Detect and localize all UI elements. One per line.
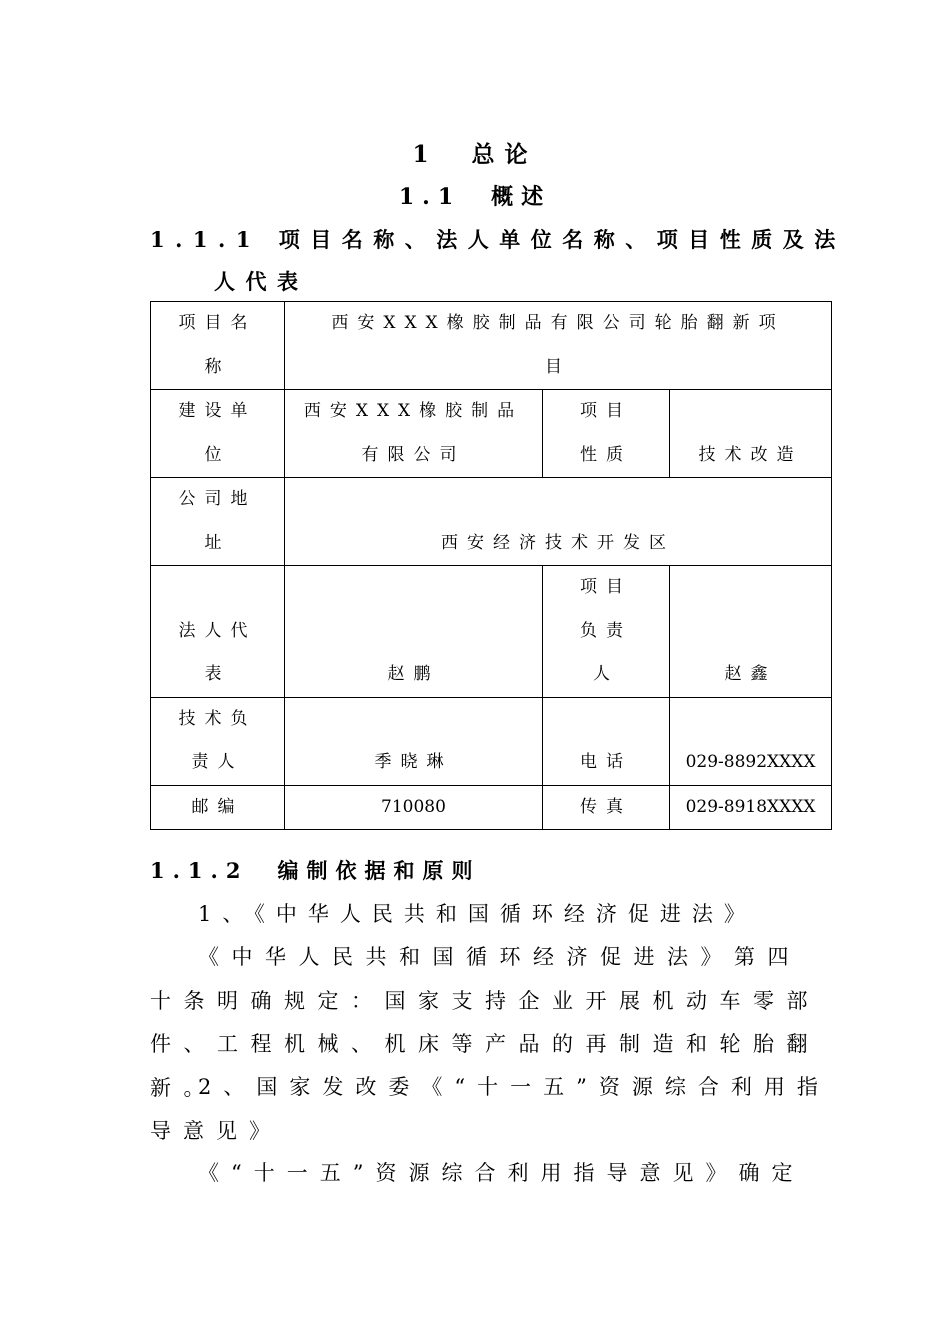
project-nature-value: 技术改造 — [670, 390, 832, 478]
address-label: 公司地 址 — [151, 478, 285, 566]
legal-rep-value: 赵鹏 — [285, 566, 543, 698]
tech-leader-label: 技术负 责人 — [151, 697, 285, 785]
section-heading: 1.1 概述 — [398, 184, 552, 210]
postcode-label: 邮编 — [151, 785, 285, 830]
table-row — [151, 697, 832, 785]
project-leader-label: 项目 负责 人 — [543, 566, 670, 698]
project-name-label: 项目名 称 — [151, 302, 285, 390]
postcode-value: 710080 — [285, 785, 543, 830]
fax-value: 029-8918XXXX — [670, 785, 832, 830]
project-info-table — [150, 301, 832, 830]
project-nature-label: 项目 性质 — [543, 390, 670, 478]
table-row — [151, 566, 832, 698]
tech-leader-value: 季晓琳 — [285, 697, 543, 785]
project-name-value: 西安XXX橡胶制品有限公司轮胎翻新项 目 — [285, 302, 832, 390]
table-row — [151, 390, 832, 478]
project-leader-value: 赵鑫 — [670, 566, 832, 698]
builder-label: 建设单 位 — [151, 390, 285, 478]
legal-rep-label: 法人代 表 — [151, 566, 285, 698]
table-row — [151, 785, 832, 830]
phone-label: 电话 — [543, 697, 670, 785]
paragraph-law-title: 1、《中华人民共和国循环经济促进法》 — [198, 902, 756, 926]
subsection-heading-2: 1.1.2 编制依据和原则 — [150, 858, 481, 883]
fax-label: 传真 — [543, 785, 670, 830]
table-row — [151, 302, 832, 390]
address-value: 西安经济技术开发区 — [285, 478, 832, 566]
subsection-heading-line2: 人代表 — [214, 269, 309, 294]
subsection-heading-line1: 1.1.1 项目名称、法人单位名称、项目性质及法 — [150, 227, 846, 252]
paragraph-law-body: 《中华人民共和国循环经济促进法》第四十条明确规定：国家支持企业开展机动车零部件、工程机械、机床等产品的再制造和轮胎翻新。 — [150, 945, 820, 1100]
paragraph-guideline-body: 《“十一五”资源综合利用指导意见》确定 — [198, 1161, 805, 1185]
table-row — [151, 478, 832, 566]
builder-value: 西安XXX橡胶制品 有限公司 — [285, 390, 543, 478]
chapter-heading: 1 总论 — [412, 141, 538, 168]
phone-value: 029-8892XXXX — [670, 697, 832, 785]
paragraph-guideline-title: 2、国家发改委《“十一五”资源综合利用指导意见》 — [150, 1075, 830, 1143]
